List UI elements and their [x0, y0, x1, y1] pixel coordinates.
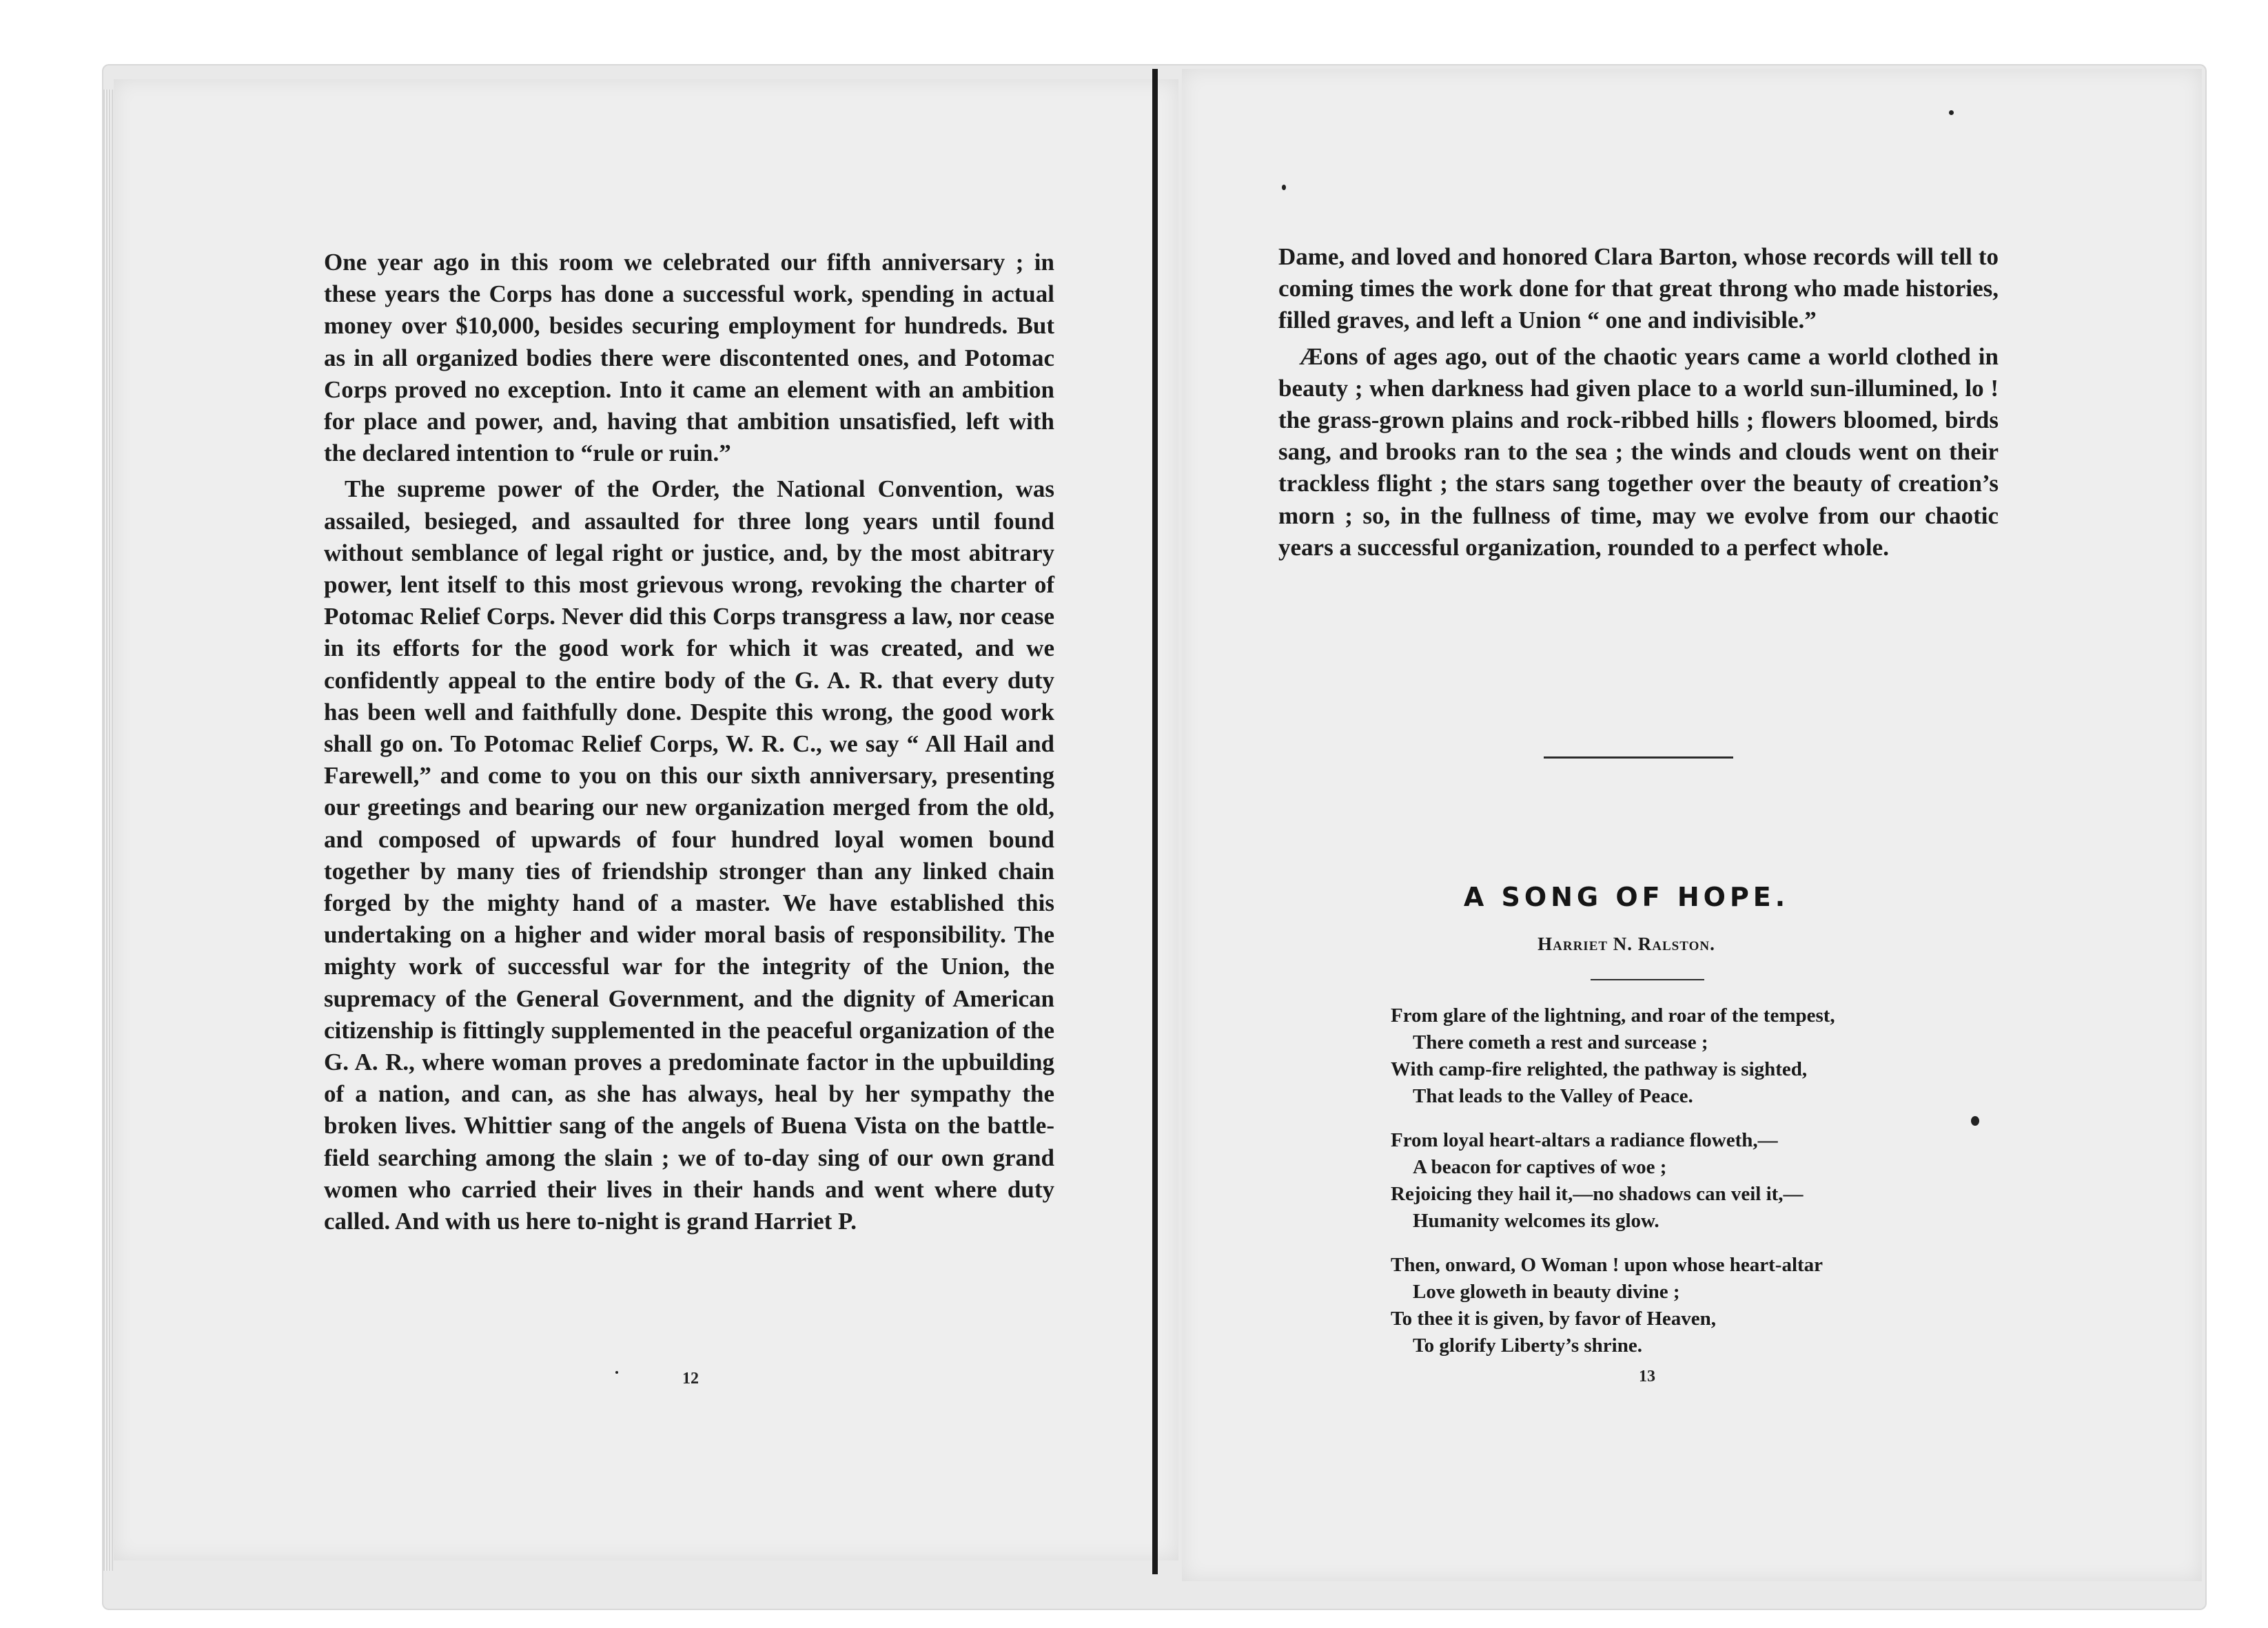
- poem: [1391, 1002, 1956, 1377]
- title-divider: [1591, 979, 1704, 980]
- stanza: [1391, 1002, 1956, 1110]
- ink-speck: [1949, 110, 1954, 115]
- ink-speck: [1971, 1116, 1979, 1126]
- song-author: Harriet N. Ralston.: [1537, 934, 1715, 954]
- poem-line: There cometh a rest and surcease ;: [1413, 1031, 1708, 1053]
- paragraph: The supreme power of the Order, the National Convention, was assailed, besieged, and assaulted for three long years until found without semblance of legal right or justice, and, by the most abitrary power, lent itself to this most grievous wrong, revoking the charter of Potomac Relief Corps. Never did this Corps transgress a law, nor cease in its efforts for the good work for which it was created, and we confidently appeal to the entire body of the G. A. R. that every duty has been well and faithfully done. Despite this wrong, the good work shall go on. To Potomac Relief Corps, W. R. C., we say “ All Hail and Farewell,” and come to you on this our sixth anniversary, presenting our greetings and bearing our new organization merged from the old, and composed of upwards of four hundred loyal women bound together by many ties of friendship stronger than any linked chain forged by the mighty hand of a master. We have established this undertaking on a higher and wider moral basis of responsibility. The mighty work of successful war for the integrity of the Union, the supremacy of the General Government, and the dignity of American citizenship is fittingly supplemented in the peaceful organization of the G. A. R., where woman proves a predominate factor in the upbuilding of a nation, and can, as she has always, heal by her sympathy the broken lives. Whittier sang of the angels of Buena Vista on the battle-field searching among the slain ; we of to-day sing of our own grand women who carried their lives in their hands and went where duty called. And with us here to-night is grand Harriet P.: [324, 475, 1054, 1235]
- stanza: [1391, 1252, 1956, 1359]
- ink-speck: [615, 1371, 618, 1374]
- page-number-left: 12: [682, 1370, 699, 1388]
- poem-line: A beacon for captives of woe ;: [1413, 1156, 1667, 1178]
- stanza: [1391, 1127, 1956, 1235]
- book-gutter: [1152, 69, 1158, 1574]
- poem-line: With camp-fire relighted, the pathway is sighted,: [1391, 1058, 1808, 1080]
- poem-line: To glorify Liberty’s shrine.: [1413, 1335, 1642, 1357]
- poem-line: To thee it is given, by favor of Heaven,: [1391, 1308, 1717, 1330]
- poem-line: Love gloweth in beauty divine ;: [1413, 1281, 1680, 1303]
- poem-line: That leads to the Valley of Peace.: [1413, 1085, 1693, 1107]
- left-page-text: [324, 247, 1054, 1241]
- paragraph: One year ago in this room we celebrated our fifth anniversary ; in these years the Corps has done a successful work, spending in actual money over $10,000, besides securing employment for hundreds. But as in all organized bodies there were discontented ones, and Potomac Corps proved no exception. Into it came an element with an ambition for place and power, and, having that ambition unsatisfied, left with the declared intention to “rule or ruin.”: [324, 249, 1054, 467]
- paragraph: Dame, and loved and honored Clara Barton, whose records will tell to coming times the work done for that great throng who made histories, filled graves, and left a Union “ one and indivisible.”: [1278, 243, 1999, 334]
- right-page-text: [1278, 241, 1999, 568]
- poem-line: Then, onward, O Woman ! upon whose heart-altar: [1391, 1254, 1823, 1276]
- paragraph: Æons of ages ago, out of the chaotic years came a world clothed in beauty ; when darkness had given place to a world sun-illumined, lo ! the grass-grown plains and rock-ribbed hills ; flowers bloomed, birds sang, and brooks ran to the sea ; the winds and clouds went on their trackless flight ; the stars sang together over the beauty of creation’s morn ; so, in the fullness of time, may we evolve from our chaotic years a successful organization, rounded to a perfect whole.: [1278, 342, 1999, 561]
- poem-line: From glare of the lightning, and roar of the tempest,: [1391, 1004, 1835, 1027]
- ink-speck: [1282, 185, 1286, 190]
- page-number-right: 13: [1639, 1368, 1655, 1385]
- poem-line: Humanity welcomes its glow.: [1413, 1210, 1659, 1232]
- song-title: A SONG OF HOPE.: [1463, 882, 1790, 912]
- poem-line: From loyal heart-altars a radiance floweth,—: [1391, 1129, 1778, 1151]
- section-divider: [1544, 756, 1733, 759]
- poem-line: Rejoicing they hail it,—no shadows can veil it,—: [1391, 1183, 1804, 1205]
- page-edges: [103, 90, 113, 1571]
